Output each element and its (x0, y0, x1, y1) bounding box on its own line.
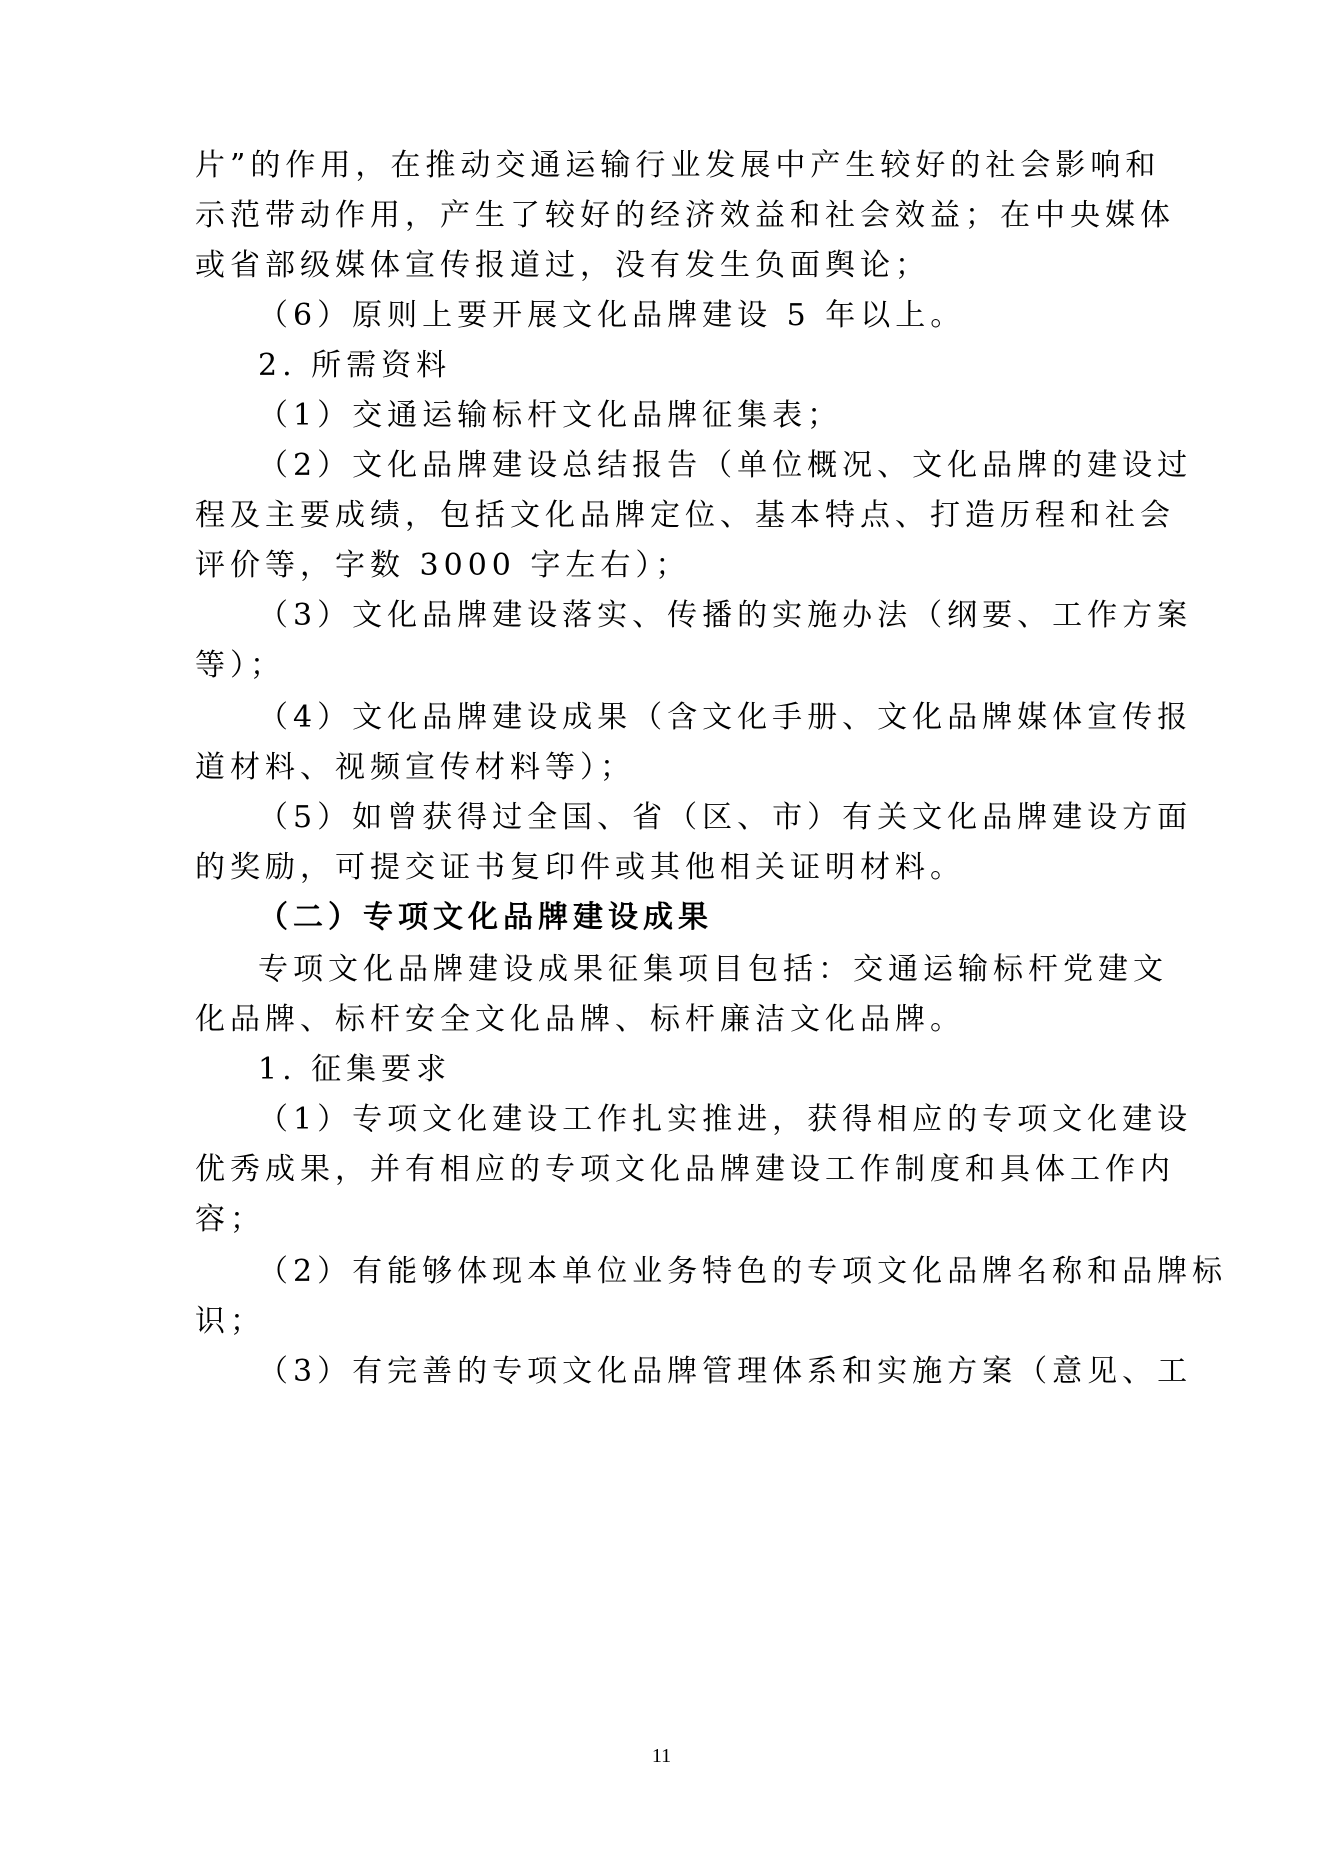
section-heading: （二）专项文化品牌建设成果 (258, 900, 713, 935)
text-line: （1）专项文化建设工作扎实推进，获得相应的专项文化建设 (258, 1102, 1193, 1137)
text-line: 道材料、视频宣传材料等）； (195, 750, 635, 785)
text-line: 化品牌、标杆安全文化品牌、标杆廉洁文化品牌。 (195, 1002, 965, 1037)
text-line: 识； (195, 1304, 265, 1339)
text-line: （2）文化品牌建设总结报告（单位概况、文化品牌的建设过 (258, 448, 1193, 483)
text-line: 优秀成果，并有相应的专项文化品牌建设工作制度和具体工作内 (195, 1152, 1175, 1187)
text-line: （5）如曾获得过全国、省（区、市）有关文化品牌建设方面 (258, 800, 1193, 835)
text-line: 评价等，字数 3000 字左右）； (195, 548, 691, 583)
text-line: 容； (195, 1202, 265, 1237)
text-line: （2）有能够体现本单位业务特色的专项文化品牌名称和品牌标 (258, 1254, 1228, 1289)
section-heading: 2. 所需资料 (258, 348, 452, 383)
text-line: （3）文化品牌建设落实、传播的实施办法（纲要、工作方案 (258, 598, 1193, 633)
text-line: 的奖励，可提交证书复印件或其他相关证明材料。 (195, 850, 965, 885)
text-line: （6）原则上要开展文化品牌建设 5 年以上。 (258, 298, 966, 333)
text-line: 片”的作用，在推动交通运输行业发展中产生较好的社会影响和 (195, 148, 1161, 183)
section-heading: 1. 征集要求 (258, 1052, 452, 1087)
text-line: 示范带动作用，产生了较好的经济效益和社会效益；在中央媒体 (195, 198, 1175, 233)
text-line: 程及主要成绩，包括文化品牌定位、基本特点、打造历程和社会 (195, 498, 1175, 533)
text-line: （1）交通运输标杆文化品牌征集表； (258, 398, 843, 433)
text-line: 或省部级媒体宣传报道过，没有发生负面舆论； (195, 248, 930, 283)
text-line: （4）文化品牌建设成果（含文化手册、文化品牌媒体宣传报 (258, 700, 1193, 735)
page-number: 11 (651, 1745, 672, 1767)
text-line: 等）； (195, 648, 285, 683)
text-line: （3）有完善的专项文化品牌管理体系和实施方案（意见、工 (258, 1354, 1193, 1389)
text-line: 专项文化品牌建设成果征集项目包括：交通运输标杆党建文 (258, 952, 1168, 987)
